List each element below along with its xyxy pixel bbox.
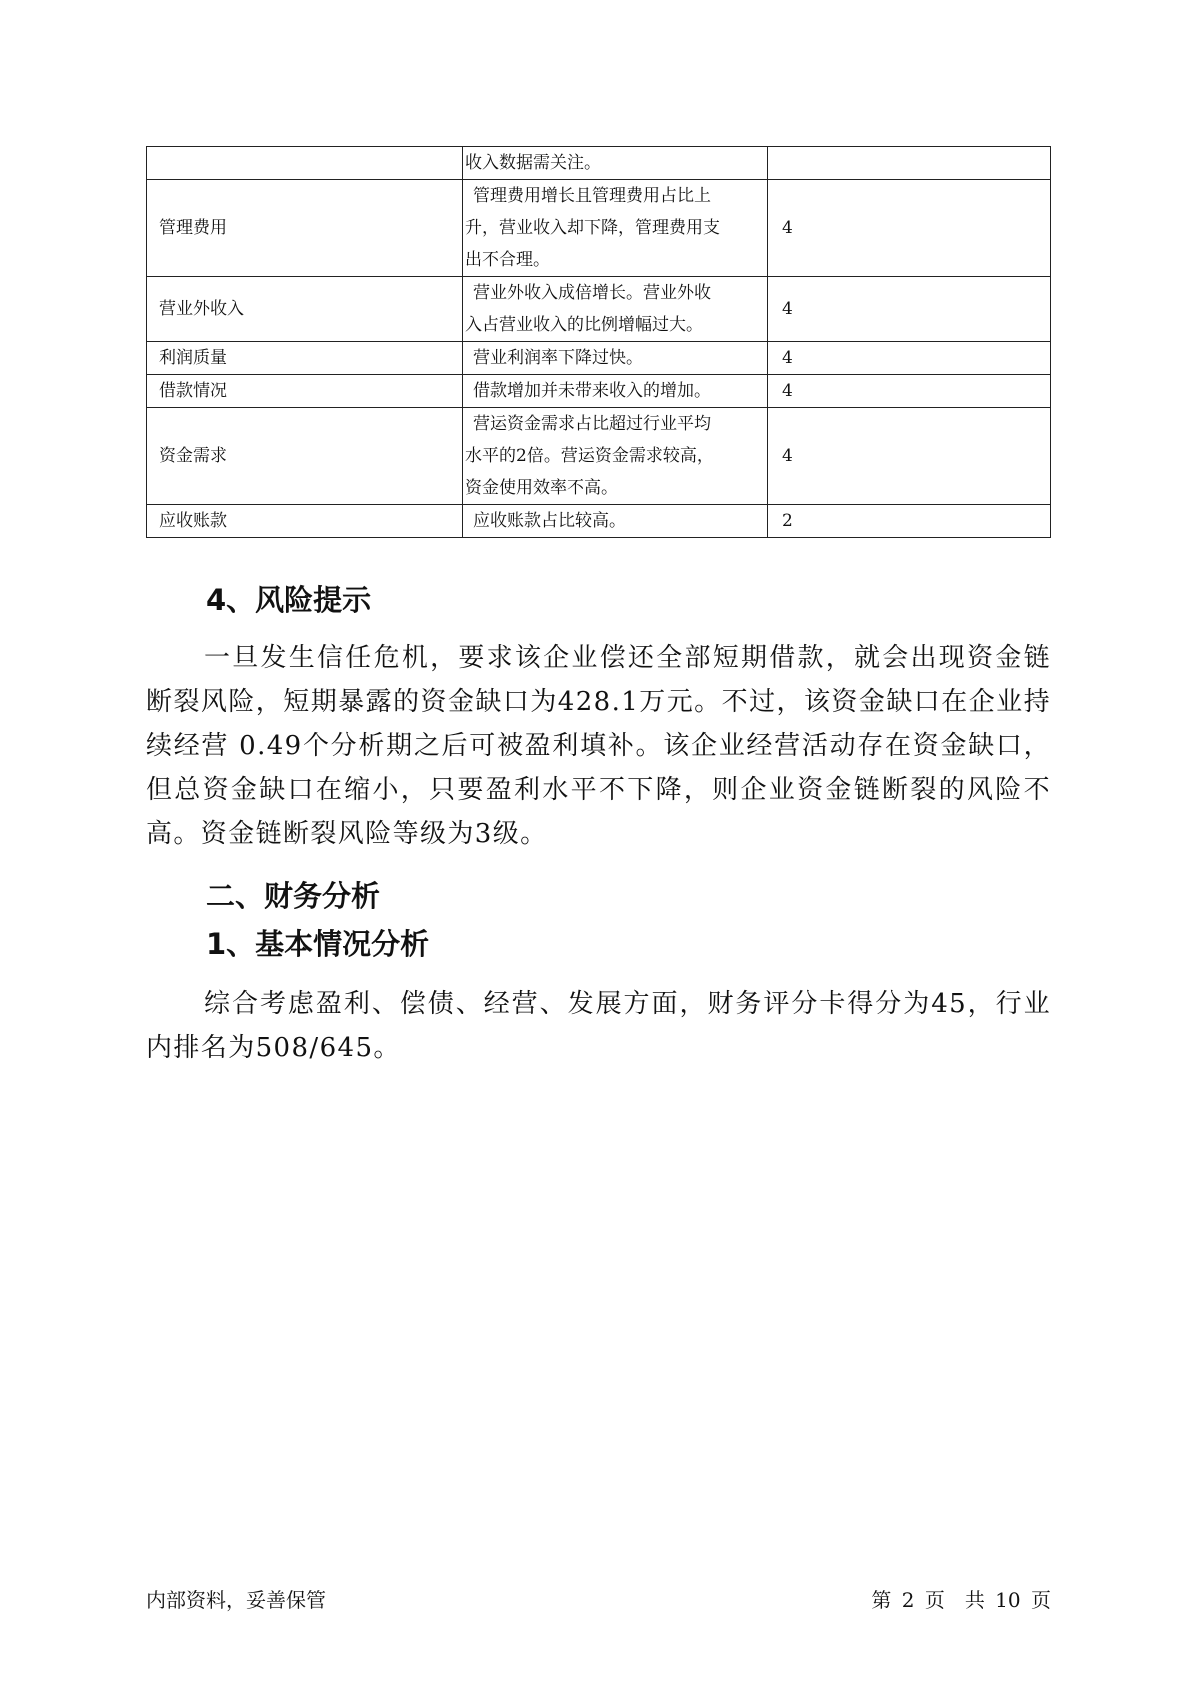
- table-row: [147, 505, 1051, 538]
- footer-confidential-note: 内部资料，妥善保管: [146, 1588, 326, 1612]
- table-cell-score: 4: [768, 408, 1051, 505]
- desc-line: 资金使用效率不高。: [465, 478, 618, 498]
- table-cell-desc: [463, 147, 768, 180]
- table-row: [147, 342, 1051, 375]
- table-cell-item: 资金需求: [147, 408, 463, 505]
- desc-line: 入占营业收入的比例增幅过大。: [465, 315, 703, 335]
- subheading-basic-analysis: 1、基本情况分析: [206, 927, 430, 961]
- table-cell-desc: [463, 277, 768, 342]
- table-cell-desc: [463, 375, 768, 408]
- table-cell-score: 4: [768, 342, 1051, 375]
- table-row: [147, 408, 1051, 505]
- risk-paragraph: 一旦发生信任危机，要求该企业偿还全部短期借款，就会出现资金链断裂风险，短期暴露的资金缺口为428.1万元。不过，该资金缺口在企业持续经营 0.49个分析期之后可被盈利填补。该企业经营活动存在资金缺口，但总资金缺口在缩小，只要盈利水平不下降，则企业资金链断裂的风险不高。资金链断裂风险等级为3级。: [146, 643, 1051, 849]
- table-row: [147, 147, 1051, 180]
- table-cell-score: 4: [768, 375, 1051, 408]
- table-cell-item: 应收账款: [147, 505, 463, 538]
- table-cell-score: [768, 147, 1051, 180]
- table-cell-score: 4: [768, 277, 1051, 342]
- table-row: [147, 277, 1051, 342]
- footer-page-number: 第 2 页 共 10 页: [871, 1588, 1051, 1612]
- desc-line: 收入数据需关注。: [465, 153, 601, 173]
- table-cell-desc: [463, 505, 768, 538]
- table-row: [147, 375, 1051, 408]
- desc-line: 营业利润率下降过快。: [473, 348, 643, 368]
- desc-line: 营业外收入成倍增长。营业外收: [473, 283, 711, 303]
- table-cell-score: 2: [768, 505, 1051, 538]
- table-cell-desc: [463, 408, 768, 505]
- table-cell-item: [147, 147, 463, 180]
- desc-line: 借款增加并未带来收入的增加。: [473, 381, 711, 401]
- table-row: [147, 180, 1051, 277]
- desc-line: 营运资金需求占比超过行业平均: [473, 414, 711, 434]
- desc-line: 应收账款占比较高。: [473, 511, 626, 531]
- table-cell-item: 借款情况: [147, 375, 463, 408]
- section-heading-finance: 二、财务分析: [206, 879, 381, 913]
- table-cell-desc: [463, 180, 768, 277]
- table-cell-score: 4: [768, 180, 1051, 277]
- table-cell-item: 利润质量: [147, 342, 463, 375]
- table-cell-desc: [463, 342, 768, 375]
- section-heading-risk: 4、风险提示: [206, 583, 372, 617]
- table-cell-item: 营业外收入: [147, 277, 463, 342]
- desc-line: 水平的2倍。营运资金需求较高，: [465, 446, 714, 466]
- risk-table: [146, 146, 1051, 538]
- finance-paragraph: 综合考虑盈利、偿债、经营、发展方面，财务评分卡得分为45，行业内排名为508/645。: [146, 989, 1051, 1063]
- desc-line: 管理费用增长且管理费用占比上: [473, 186, 711, 206]
- desc-line: 升，营业收入却下降，管理费用支: [465, 218, 720, 238]
- desc-line: 出不合理。: [465, 250, 550, 270]
- table-cell-item: 管理费用: [147, 180, 463, 277]
